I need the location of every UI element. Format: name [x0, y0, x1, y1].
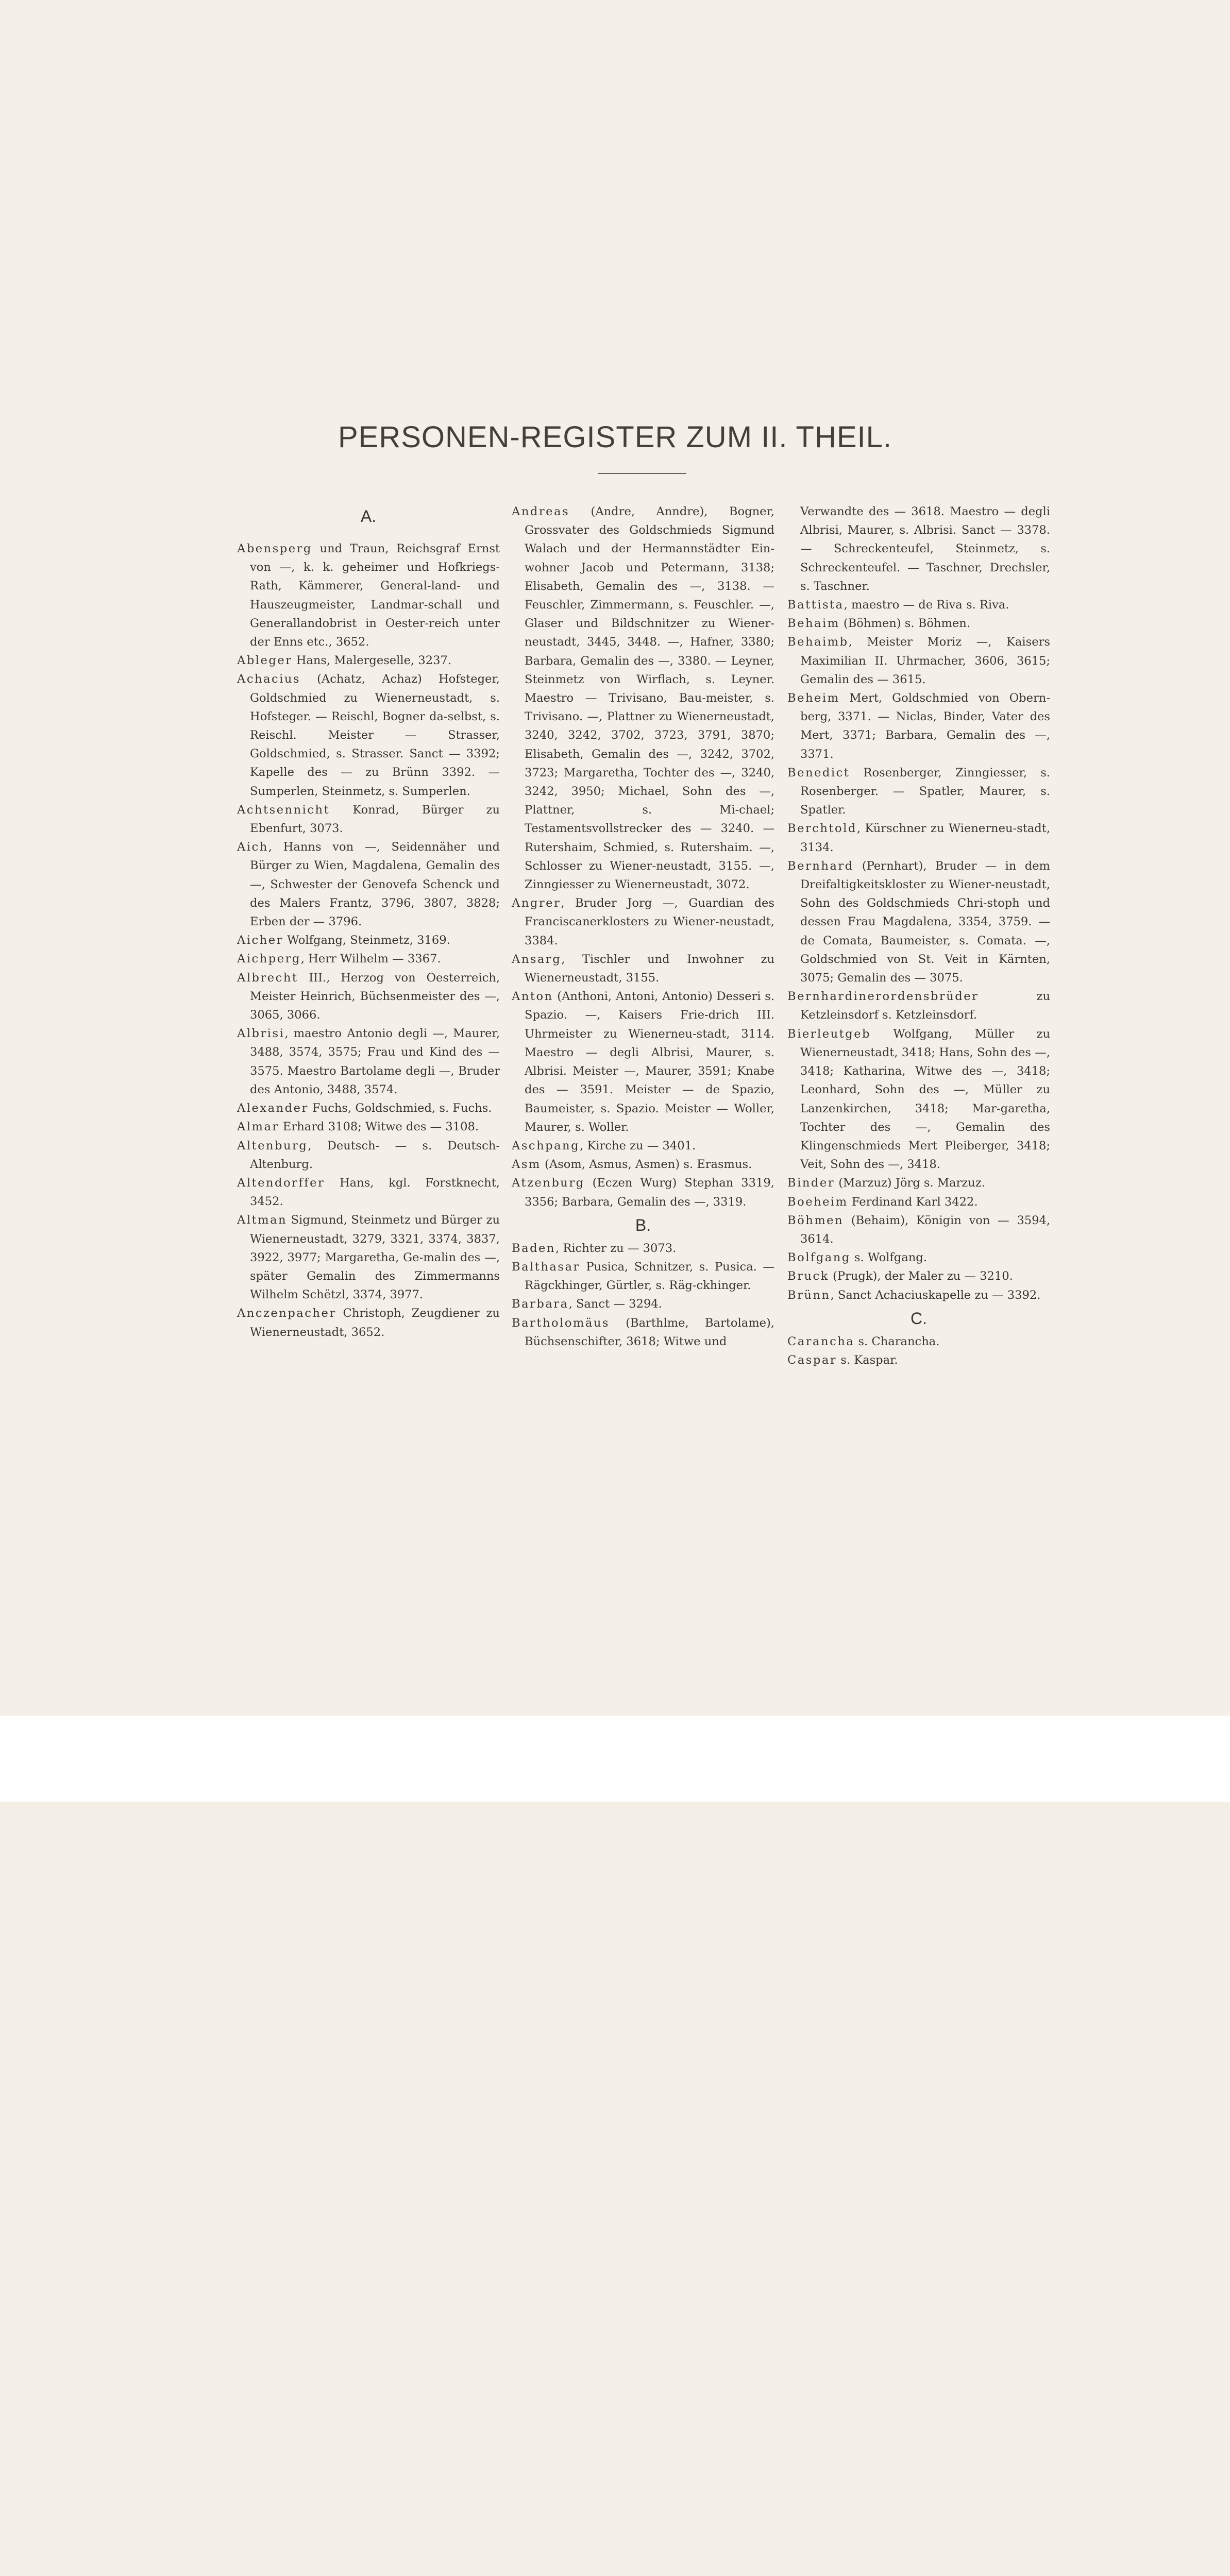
entry-text: , Deutsch- — s. Deutsch-Altenburg.	[250, 1139, 500, 1171]
entry-headword: Bruck	[787, 1269, 829, 1283]
entry-headword: Baden	[512, 1241, 555, 1255]
entry-headword: Atzenburg	[512, 1176, 585, 1190]
entry-headword: Böhmen	[787, 1213, 844, 1227]
entry-headword: Ableger	[237, 654, 293, 668]
index-entry	[787, 596, 1050, 614]
entry-text: (Behaim), Königin von — 3594, 3614.	[800, 1213, 1050, 1246]
entry-text: Christoph, Zeugdiener zu Wienerneustadt, 3652.	[250, 1307, 500, 1339]
index-entry	[787, 633, 1050, 689]
entry-headword: Altendorffer	[237, 1176, 325, 1190]
section-letter: A.	[360, 507, 377, 526]
index-entry	[787, 764, 1050, 820]
index-entry	[512, 1258, 774, 1295]
index-entry	[787, 1248, 1050, 1267]
entry-text: , Sanct — 3294.	[568, 1297, 662, 1311]
entry-text: Wolfgang, Steinmetz, 3169.	[283, 934, 450, 947]
index-entry	[237, 801, 500, 838]
entry-text: (Barthlme, Bartolame), Büchsenschifter, 3618; Witwe und	[525, 1316, 774, 1348]
entry-text: Ferdinand Karl 3422.	[848, 1195, 978, 1209]
section-letter: C.	[911, 1309, 927, 1328]
index-entry	[787, 502, 1050, 596]
entry-headword: Barbara	[512, 1297, 569, 1311]
index-entry	[787, 1267, 1050, 1285]
index-entry	[512, 1155, 774, 1174]
entry-headword: Altenburg	[237, 1139, 308, 1153]
index-entry	[787, 819, 1050, 856]
page-title: PERSONEN-REGISTER ZUM II. THEIL.	[338, 420, 892, 454]
index-entry	[237, 670, 500, 800]
entry-headword: Carancha	[787, 1334, 855, 1348]
index-entry	[787, 1332, 1050, 1351]
entry-text: Sigmund, Steinmetz und Bürger zu Wienerneustadt, 3279, 3321, 3374, 3837, 3922, 3977; Margaretha, Ge-malin des —, später Gemalin des Zimmermanns Wilhelm Schëtzl, 3374, 3977.	[250, 1213, 500, 1302]
index-entry	[787, 689, 1050, 764]
entry-headword: Battista	[787, 598, 844, 612]
entry-headword: Balthasar	[512, 1260, 580, 1274]
index-column-2	[512, 502, 774, 1351]
entry-text: III., Herzog von Oesterreich, Meister Heinrich, Büchsenmeister des —, 3065, 3066.	[250, 971, 500, 1022]
index-entry	[787, 1025, 1050, 1174]
index-entry	[237, 1099, 500, 1117]
entry-headword: Anczenpacher	[237, 1307, 336, 1320]
index-column-1	[237, 502, 500, 1342]
entry-text: (Prugk), der Maler zu — 3210.	[829, 1269, 1013, 1283]
index-entry	[787, 857, 1050, 987]
index-entry	[787, 1286, 1050, 1304]
entry-text: (Achatz, Achaz) Hofsteger, Goldschmied zu Wienerneustadt, s. Hofsteger. — Reischl, Bogner da-selbst, s. Reischl. Meister — Strasser, Goldschmied, s. Strasser. Sanct — 3392; Kapelle des — zu Brünn 3392. — Sumperlen, Steinmetz, s. Sumperlen.	[250, 672, 500, 798]
entry-text: s. Kaspar.	[837, 1353, 898, 1367]
entry-text: Rosenberger, Zinngiesser, s. Rosenberger. — Spatler, Maurer, s. Spatler.	[800, 766, 1050, 817]
index-entry	[512, 1239, 774, 1258]
entry-text: (Anthoni, Antoni, Antonio) Desseri s. Spazio. —, Kaisers Frie-drich III. Uhrmeister zu Wienerneu-stadt, 3114. Maestro — degli Albrisi, Maurer, s. Albrisi. Meister —, Maurer, 3591; Knabe des — 3591. Meister — de Spazio, Baumeister, s. Spazio. Meister — Woller, Maurer, s. Woller.	[525, 990, 774, 1134]
index-entry	[237, 651, 500, 670]
entry-text: Fuchs, Goldschmied, s. Fuchs.	[308, 1101, 492, 1115]
section-letter: B.	[635, 1215, 651, 1234]
entry-headword: Abensperg	[237, 542, 312, 555]
index-entry	[237, 950, 500, 968]
entry-text: (Marzuz) Jörg s. Marzuz.	[835, 1176, 985, 1190]
entry-headword: Andreas	[512, 505, 570, 518]
entry-text: Erhard 3108; Witwe des — 3108.	[279, 1120, 479, 1134]
index-entry	[787, 1193, 1050, 1211]
entry-text: (Andre, Anndre), Bogner, Grossvater des Goldschmieds Sigmund Walach und der Hermannstädter Ein-wohner Jacob und Petermann, 3138; Elisabeth, Gemalin des —, 3138. — Feuschler, Zimmermann, s. Feuschler. —, Glaser und Bildschnitzer zu Wiener-neustadt, 3445, 3448. —, Hafner, 3380; Barbara, Gemalin des —, 3380. — Leyner, Steinmetz von Wirflach, s. Leyner. Maestro — Trivisano, Bau-meister, s. Trivisano. —, Plattner zu Wienerneustadt, 3240, 3242, 3702, 3723, 3791, 3870; Elisabeth, Gemalin des —, 3242, 3702, 3723; Margaretha, Tochter des —, 3240, 3242, 3950; Michael, Sohn des —, Plattner, s. Mi-chael; Testamentsvollstrecker des — 3240. — Rutershaim, Schmied, s. Rutershaim. —, Schlosser zu Wiener-neustadt, 3155. —, Zinngiesser zu Wienerneustadt, 3072.	[525, 505, 774, 892]
index-entry	[512, 1174, 774, 1211]
entry-headword: Bernhardinerordensbrüder	[787, 990, 979, 1004]
entry-text: zu Ketzleinsdorf s. Ketzleinsdorf.	[800, 990, 1050, 1022]
index-entry	[237, 1137, 500, 1174]
entry-text: , maestro — de Riva s. Riva.	[844, 598, 1009, 612]
entry-headword: Anton	[512, 990, 553, 1004]
entry-headword: Achacius	[237, 672, 301, 686]
entry-text: Hans, Malergeselle, 3237.	[292, 654, 452, 668]
index-entry	[787, 614, 1050, 633]
entry-text: (Asom, Asmus, Asmen) s. Erasmus.	[541, 1158, 752, 1172]
index-entry	[787, 1351, 1050, 1369]
entry-text: Verwandte des — 3618. Maestro — degli Albrisi, Maurer, s. Albrisi. Sanct — 3378. — Schreckenteufel, Steinmetz, s. Schreckenteufel. — Taschner, Drechsler, s. Taschner.	[800, 505, 1050, 593]
entry-text: Wolfgang, Müller zu Wienerneustadt, 3418; Hans, Sohn des —, 3418; Katharina, Witwe des —, 3418; Leonhard, Sohn des —, Müller zu Lanzenkirchen, 3418; Mar-garetha, Tochter des —, Gemalin des Klingenschmieds Mert Pleiberger, 3418; Veit, Sohn des —, 3418.	[800, 1027, 1050, 1172]
index-entry	[787, 1174, 1050, 1192]
entry-headword: Aicher	[237, 934, 283, 947]
index-entry	[237, 931, 500, 950]
entry-text: Pusica, Schnitzer, s. Pusica. — Rägckhinger, Gürtler, s. Räg-ckhinger.	[525, 1260, 774, 1293]
entry-headword: Ansarg	[512, 952, 562, 966]
entry-headword: Bartholomäus	[512, 1316, 610, 1330]
entry-headword: Bernhard	[787, 859, 854, 873]
entry-headword: Bolfgang	[787, 1251, 851, 1265]
entry-text: und Traun, Reichsgraf Ernst von —, k. k. geheimer und Hofkriegs-Rath, Kämmerer, General-land- und Hauszeugmeister, Landmar-schall und Generallandobrist in Oester-reich unter der Enns etc., 3652.	[250, 542, 500, 649]
index-entry	[237, 969, 500, 1025]
index-entry	[237, 1174, 500, 1211]
entry-text: , Meister Moriz —, Kaisers Maximilian II. Uhrmacher, 3606, 3615; Gemalin des — 3615.	[800, 635, 1050, 686]
entry-text: Mert, Goldschmied von Obern-berg, 3371. — Niclas, Binder, Vater des Mert, 3371; Barbara, Gemalin des —, 3371.	[800, 691, 1050, 761]
entry-headword: Altman	[237, 1213, 288, 1227]
index-entry	[787, 987, 1050, 1024]
index-entry	[512, 1314, 774, 1351]
index-entry	[787, 1211, 1050, 1248]
entry-text: , Sanct Achaciuskapelle zu — 3392.	[830, 1288, 1041, 1302]
title-rule	[598, 473, 686, 474]
index-entry	[237, 838, 500, 931]
entry-headword: Berchtold	[787, 822, 857, 836]
entry-headword: Behaim	[787, 617, 840, 631]
index-entry	[237, 1024, 500, 1099]
footer-bar	[0, 1716, 1230, 1802]
index-entry	[512, 987, 774, 1137]
entry-headword: Aichperg	[237, 952, 301, 966]
entry-text: , Kürschner zu Wienerneu-stadt, 3134.	[800, 822, 1050, 854]
index-entry	[237, 1117, 500, 1136]
entry-headword: Aschpang	[512, 1139, 580, 1153]
index-entry	[512, 1295, 774, 1313]
entry-headword: Albrisi	[237, 1027, 285, 1041]
entry-headword: Achtsennicht	[237, 803, 330, 817]
index-entry	[512, 502, 774, 894]
index-entry	[512, 950, 774, 987]
entry-text: , Richter zu — 3073.	[555, 1241, 677, 1255]
entry-headword: Benedict	[787, 766, 850, 779]
entry-headword: Aich	[237, 840, 268, 854]
entry-headword: Behaimb	[787, 635, 849, 649]
entry-headword: Bierleutgeb	[787, 1027, 871, 1041]
entry-headword: Albrecht	[237, 971, 298, 985]
entry-text: s. Charancha.	[854, 1334, 940, 1348]
index-column-3	[787, 502, 1050, 1369]
entry-text: , Tischler und Inwohner zu Wienerneustadt, 3155.	[525, 952, 774, 985]
entry-text: , Kirche zu — 3401.	[580, 1139, 696, 1153]
entry-headword: Caspar	[787, 1353, 837, 1367]
entry-headword: Binder	[787, 1176, 835, 1190]
entry-headword: Beheim	[787, 691, 840, 705]
index-entry	[237, 539, 500, 651]
entry-text: , Herr Wilhelm — 3367.	[300, 952, 441, 966]
entry-text: s. Wolfgang.	[850, 1251, 927, 1265]
entry-text: (Pernhart), Bruder — in dem Dreifaltigkeitskloster zu Wiener-neustadt, Sohn des Goldschmieds Chri-stoph und dessen Frau Magdalena, 3354, 3759. — de Comata, Baumeister, s. Comata. —, Goldschmied von St. Veit in Kärnten, 3075; Gemalin des — 3075.	[800, 859, 1050, 985]
index-entry	[512, 894, 774, 950]
entry-headword: Alexander	[237, 1101, 309, 1115]
entry-text: , maestro Antonio degli —, Maurer, 3488, 3574, 3575; Frau und Kind des — 3575. Maestro Bartolame degli —, Bruder des Antonio, 3488, 3574.	[250, 1027, 500, 1096]
entry-text: Konrad, Bürger zu Ebenfurt, 3073.	[250, 803, 500, 836]
entry-text: (Böhmen) s. Böhmen.	[839, 617, 970, 631]
entry-text: , Bruder Jorg —, Guardian des Franciscanerklosters zu Wiener-neustadt, 3384.	[525, 896, 774, 947]
entry-text: (Eczen Wurg) Stephan 3319, 3356; Barbara, Gemalin des —, 3319.	[525, 1176, 774, 1209]
entry-headword: Almar	[237, 1120, 279, 1134]
entry-text: Hans, kgl. Forstknecht, 3452.	[250, 1176, 500, 1209]
index-entry	[512, 1137, 774, 1155]
index-entry	[237, 1304, 500, 1341]
index-entry	[237, 1211, 500, 1304]
entry-headword: Angrer	[512, 896, 561, 910]
entry-headword: Brünn	[787, 1288, 831, 1302]
entry-text: , Hanns von —, Seidennäher und Bürger zu Wien, Magdalena, Gemalin des —, Schwester der Genovefa Schenck und des Malers Frantz, 3796, 3807, 3828; Erben der — 3796.	[250, 840, 500, 929]
entry-headword: Boeheim	[787, 1195, 848, 1209]
entry-headword: Asm	[512, 1158, 541, 1172]
